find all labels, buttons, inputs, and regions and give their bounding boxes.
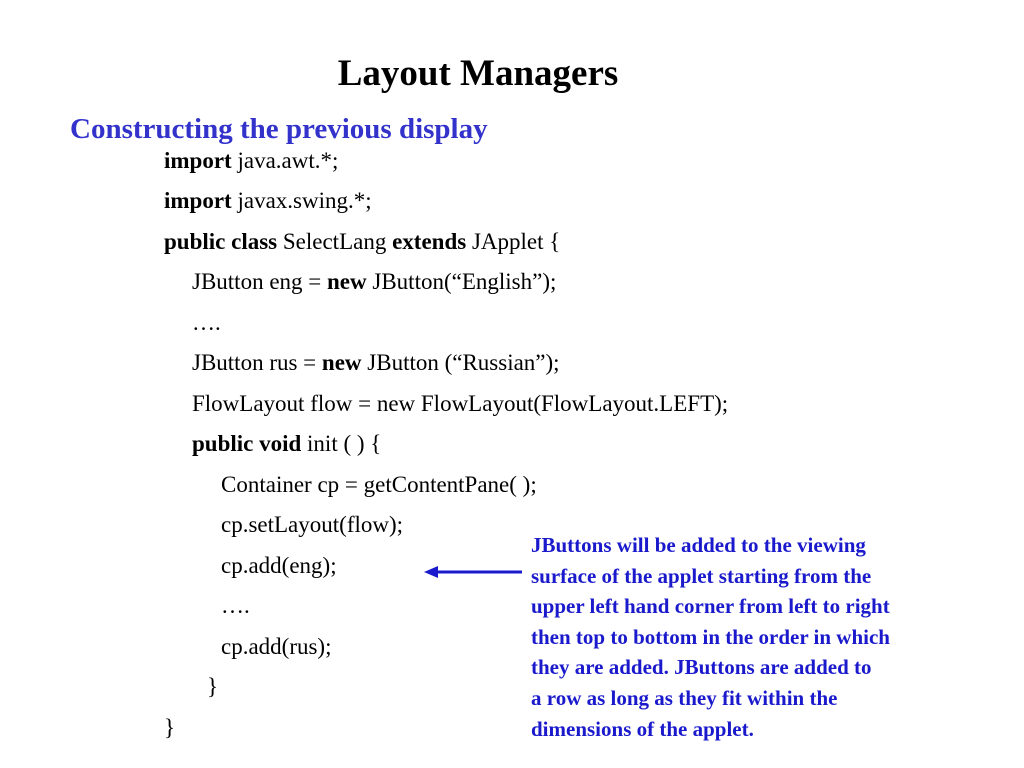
keyword-public-void: public void <box>192 431 302 456</box>
explanation-note <box>531 530 1001 744</box>
code-text: init ( ) { <box>301 431 382 456</box>
keyword-new: new <box>327 269 367 294</box>
note-line: they are added. JButtons are added to <box>531 655 872 680</box>
code-line-init-decl <box>192 430 381 458</box>
note-line: a row as long as they fit within the <box>531 685 838 710</box>
note-line: then top to bottom in the order in which <box>531 624 890 649</box>
code-text: SelectLang <box>277 229 393 254</box>
note-line: JButtons will be added to the viewing <box>531 533 866 557</box>
code-line-ellipsis: …. <box>192 310 221 335</box>
code-line-ellipsis: …. <box>221 593 250 618</box>
code-text: JButton (“Russian”); <box>361 350 560 375</box>
code-line-close-brace: } <box>207 674 219 699</box>
keyword-new: new <box>321 350 362 375</box>
note-line: surface of the applet starting from the <box>531 563 872 588</box>
code-line-jbutton-rus <box>192 349 560 377</box>
keyword-import: import <box>164 148 232 173</box>
keyword-public-class: public class <box>164 229 278 254</box>
code-line-import-swing <box>164 187 372 215</box>
code-text: JButton(“English”); <box>366 269 557 294</box>
code-text: JApplet { <box>466 229 561 254</box>
keyword-extends: extends <box>392 229 467 254</box>
arrow-left-icon <box>422 560 524 584</box>
code-text: JButton rus = <box>192 350 322 375</box>
code-line-import-awt <box>164 147 338 175</box>
code-line-close-brace: } <box>164 715 176 740</box>
code-text: javax.swing.*; <box>231 188 372 213</box>
code-line-add-eng: cp.add(eng); <box>221 553 337 578</box>
code-line-class-decl <box>164 228 560 256</box>
note-line: dimensions of the applet. <box>531 716 754 741</box>
code-text: java.awt.*; <box>231 148 339 173</box>
code-line-add-rus: cp.add(rus); <box>221 634 332 659</box>
slide-title: Layout Managers <box>337 53 619 94</box>
code-text: JButton eng = <box>192 269 328 294</box>
note-line: upper left hand corner from left to right <box>531 594 890 619</box>
code-line-jbutton-eng <box>192 268 556 296</box>
code-line-container: Container cp = getContentPane( ); <box>221 472 537 497</box>
slide-subtitle: Constructing the previous display <box>70 113 488 145</box>
keyword-import: import <box>164 188 232 213</box>
code-line-flowlayout: FlowLayout flow = new FlowLayout(FlowLayout.LEFT); <box>192 391 729 416</box>
code-line-setlayout: cp.setLayout(flow); <box>221 512 404 537</box>
